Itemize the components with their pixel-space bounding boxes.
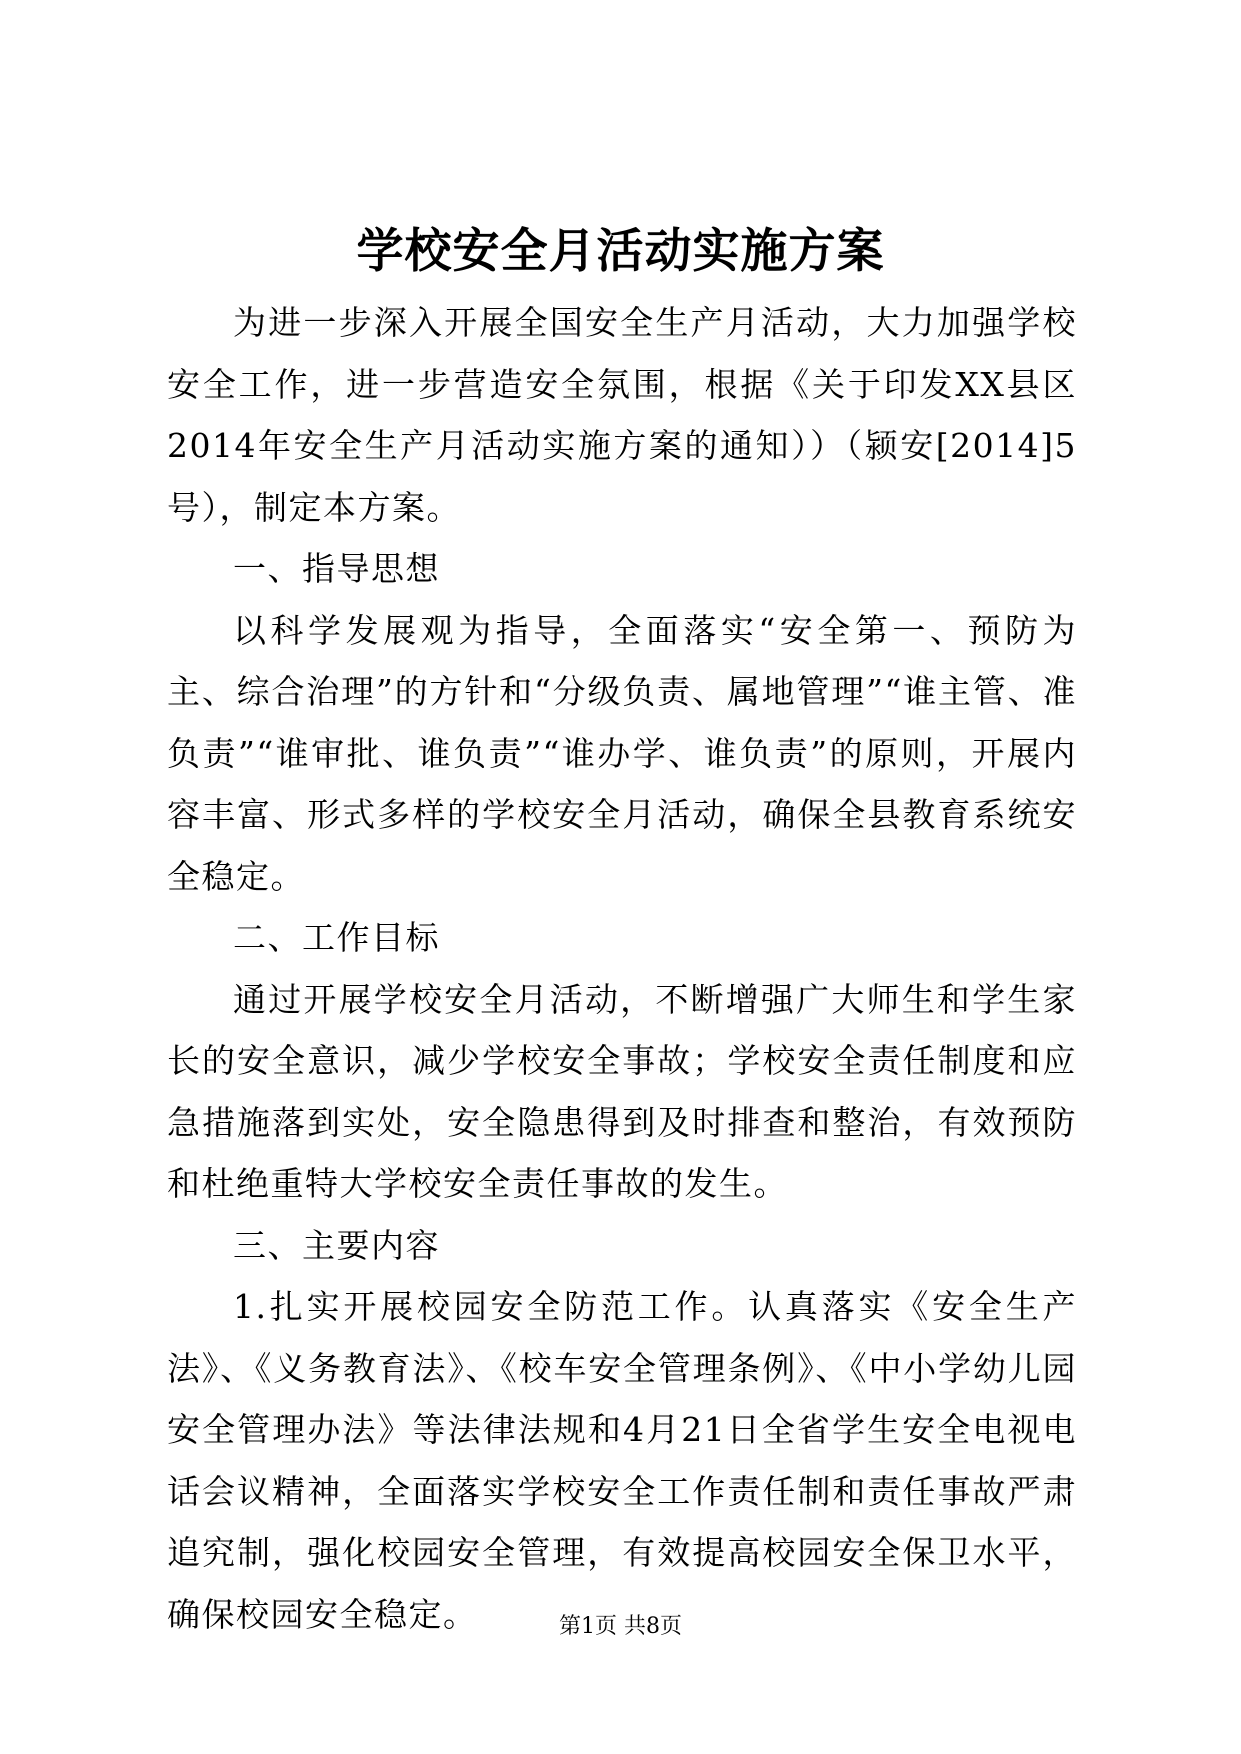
section-heading-work-goals: 二、工作目标 bbox=[233, 918, 440, 957]
document-title: 学校安全月活动实施方案 bbox=[356, 224, 885, 279]
main-content-item-1: 1.扎实开展校园安全防范工作。认真落实《安全生产法》、《义务教育法》、《校车安全管理条例》、《中小学幼儿园安全管理办法》等法律法规和4月21日全省学生安全电视电话会议精神，全面落实学校安全工作责任制和责任事故严肃追究制，强化校园安全管理，有效提高校园安全保卫水平，确保校园安全稳定。 bbox=[167, 1287, 1077, 1634]
intro-paragraph: 为进一步深入开展全国安全生产月活动，大力加强学校安全工作，进一步营造安全氛围，根据《关于印发XX县区2014年安全生产月活动实施方案的通知））（颍安[2014]5号），制定本方案。 bbox=[167, 303, 1077, 527]
page-footer: 第1页 共8页 bbox=[559, 1614, 682, 1639]
section-heading-guiding-ideology: 一、指导思想 bbox=[233, 549, 440, 588]
work-goals-paragraph: 通过开展学校安全月活动，不断增强广大师生和学生家长的安全意识，减少学校安全事故；学校安全责任制度和应急措施落到实处，安全隐患得到及时排查和整治，有效预防和杜绝重特大学校安全责任事故的发生。 bbox=[167, 979, 1077, 1203]
document-body bbox=[167, 292, 1077, 1645]
guiding-ideology-paragraph: 以科学发展观为指导，全面落实“安全第一、预防为主、综合治理”的方针和“分级负责、属地管理”“谁主管、准负责”“谁审批、谁负责”“谁办学、谁负责”的原则，开展内容丰富、形式多样的学校安全月活动，确保全县教育系统安全稳定。 bbox=[167, 610, 1077, 896]
section-heading-main-content: 三、主要内容 bbox=[233, 1225, 440, 1265]
